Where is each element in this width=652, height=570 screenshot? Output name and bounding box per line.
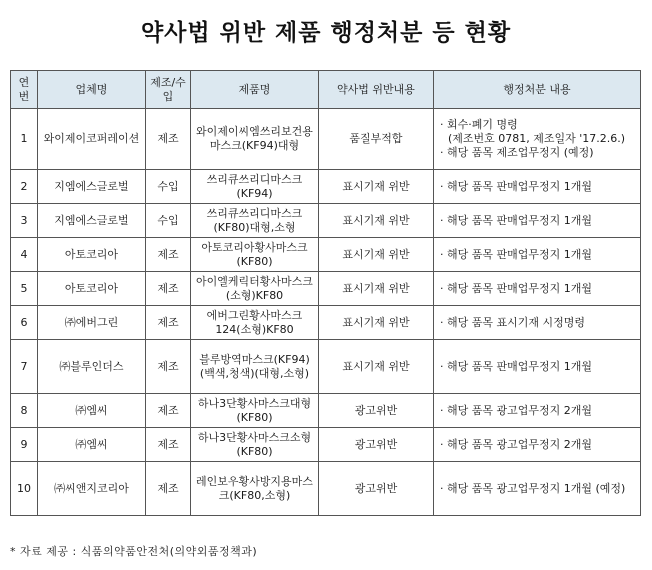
- action-line: · 해당 품목 판매업무정지 1개월: [440, 247, 592, 261]
- violation-cell: 품질부적합: [319, 109, 434, 170]
- header-violation: 약사법 위반내용: [319, 71, 434, 109]
- row-number: 9: [11, 428, 38, 462]
- product-cell: 레인보우황사방지용마스크(KF80,소형): [191, 462, 319, 516]
- violation-cell: 광고위반: [319, 462, 434, 516]
- action-line: · 해당 품목 광고업무정지 2개월: [440, 403, 592, 417]
- action-cell: [434, 340, 641, 394]
- row-number: 3: [11, 204, 38, 238]
- action-line: · 해당 품목 판매업무정지 1개월: [440, 281, 592, 295]
- action-line: · 해당 품목 판매업무정지 1개월: [440, 359, 592, 373]
- type-cell: 제조: [146, 340, 191, 394]
- table-row: [11, 238, 641, 272]
- type-cell: 제조: [146, 272, 191, 306]
- action-line: · 해당 품목 광고업무정지 1개월 (예정): [440, 481, 626, 495]
- type-cell: 수입: [146, 170, 191, 204]
- type-cell: 제조: [146, 306, 191, 340]
- type-cell: 제조: [146, 462, 191, 516]
- action-line: · 해당 품목 광고업무정지 2개월: [440, 437, 592, 451]
- data-source-note: * 자료 제공 : 식품의약품안전처(의약외품정책과): [10, 545, 258, 558]
- table-row: [11, 340, 641, 394]
- product-cell: 아이엘케릭터황사마스크(소형)KF80: [191, 272, 319, 306]
- company-cell: ㈜엠씨: [38, 428, 146, 462]
- row-number: 4: [11, 238, 38, 272]
- product-cell: 쓰리큐쓰리디마스크(KF94): [191, 170, 319, 204]
- violation-cell: 표시기재 위반: [319, 170, 434, 204]
- header-type: 제조/수입: [146, 71, 191, 109]
- type-cell: 제조: [146, 109, 191, 170]
- action-line: · 회수·폐기 명령: [440, 118, 518, 131]
- action-cell: [434, 428, 641, 462]
- violation-cell: 표시기재 위반: [319, 306, 434, 340]
- action-cell: [434, 272, 641, 306]
- action-cell: [434, 394, 641, 428]
- header-action: 행정처분 내용: [434, 71, 641, 109]
- violation-cell: 광고위반: [319, 394, 434, 428]
- table-row: [11, 462, 641, 516]
- table-row: [11, 272, 641, 306]
- row-number: 2: [11, 170, 38, 204]
- header-company: 업체명: [38, 71, 146, 109]
- product-cell: 에버그린황사마스크124(소형)KF80: [191, 306, 319, 340]
- product-cell: 쓰리큐쓰리디마스크(KF80)대형,소형: [191, 204, 319, 238]
- company-cell: ㈜에버그린: [38, 306, 146, 340]
- violation-cell: 표시기재 위반: [319, 340, 434, 394]
- action-line: · 해당 품목 제조업무정지 (예정): [440, 146, 594, 159]
- product-cell: 와이제이씨엠쓰리보건용마스크(KF94)대형: [191, 109, 319, 170]
- product-cell: 아토코리아황사마스크(KF80): [191, 238, 319, 272]
- header-no: 연번: [11, 71, 38, 109]
- row-number: 8: [11, 394, 38, 428]
- violation-cell: 표시기재 위반: [319, 272, 434, 306]
- action-line: · 해당 품목 판매업무정지 1개월: [440, 213, 592, 227]
- action-line: (제조번호 0781, 제조일자 '17.2.6.): [448, 132, 626, 145]
- violation-table: [10, 70, 641, 516]
- row-number: 6: [11, 306, 38, 340]
- row-number: 1: [11, 109, 38, 170]
- violation-cell: 표시기재 위반: [319, 238, 434, 272]
- page-title: 약사법 위반 제품 행정처분 등 현황: [140, 20, 512, 46]
- row-number: 10: [11, 462, 38, 516]
- violation-cell: 표시기재 위반: [319, 204, 434, 238]
- row-number: 5: [11, 272, 38, 306]
- action-line: · 해당 품목 표시기재 시정명령: [440, 315, 585, 329]
- company-cell: 아토코리아: [38, 238, 146, 272]
- table-row: [11, 428, 641, 462]
- action-cell: [434, 238, 641, 272]
- action-cell: [434, 170, 641, 204]
- product-cell: 하나3단황사마스크소형(KF80): [191, 428, 319, 462]
- action-cell: [434, 306, 641, 340]
- company-cell: 지엠에스글로벌: [38, 204, 146, 238]
- company-cell: ㈜씨앤지코리아: [38, 462, 146, 516]
- company-cell: ㈜블루인더스: [38, 340, 146, 394]
- table-row: [11, 170, 641, 204]
- type-cell: 제조: [146, 238, 191, 272]
- type-cell: 제조: [146, 394, 191, 428]
- action-line: · 해당 품목 판매업무정지 1개월: [440, 179, 592, 193]
- table-row: [11, 204, 641, 238]
- table-row: [11, 394, 641, 428]
- action-cell: [434, 109, 641, 170]
- product-cell: 블루방역마스크(KF94)(백색,청색)(대형,소형): [191, 340, 319, 394]
- type-cell: 제조: [146, 428, 191, 462]
- table-header-row: [11, 71, 641, 109]
- company-cell: 와이제이코퍼레이션: [38, 109, 146, 170]
- row-number: 7: [11, 340, 38, 394]
- product-cell: 하나3단황사마스크대형(KF80): [191, 394, 319, 428]
- table-row: [11, 306, 641, 340]
- type-cell: 수입: [146, 204, 191, 238]
- violation-cell: 광고위반: [319, 428, 434, 462]
- company-cell: ㈜엠씨: [38, 394, 146, 428]
- table-row: [11, 109, 641, 170]
- action-cell: [434, 204, 641, 238]
- header-product: 제품명: [191, 71, 319, 109]
- company-cell: 아토코리아: [38, 272, 146, 306]
- company-cell: 지엠에스글로벌: [38, 170, 146, 204]
- action-cell: [434, 462, 641, 516]
